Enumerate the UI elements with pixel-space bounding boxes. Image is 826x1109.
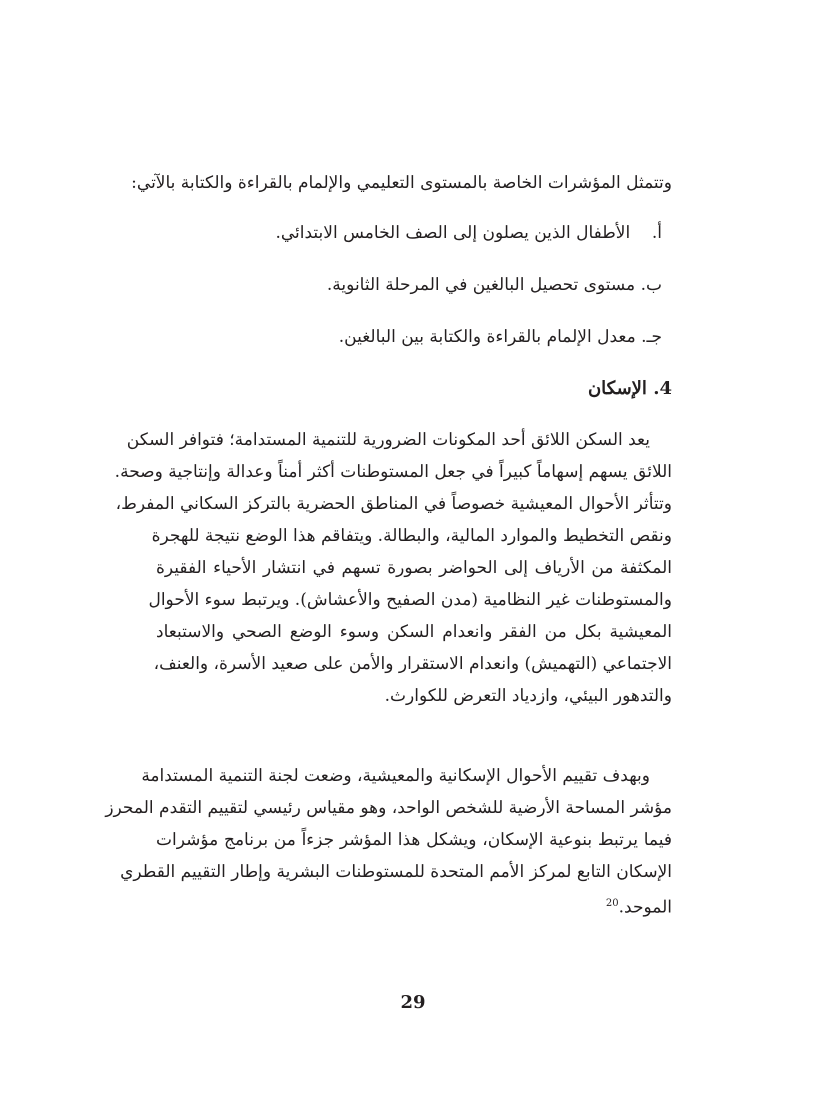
list-marker: ب.: [640, 275, 662, 295]
list-text: معدل الإلمام بالقراءة والكتابة بين البالغين.: [338, 327, 636, 347]
text-line: الاجتماعي (التهميش) وانعدام الاستقرار والأمن على صعيد الأسرة، والعنف،: [153, 654, 672, 674]
text-line: والمستوطنات غير النظامية (مدن الصفيح والأعشاش). ويرتبط سوء الأحوال: [148, 590, 672, 610]
text-line: مؤشر المساحة الأرضية للشخص الواحد، وهو مقياس رئيسي لتقييم التقدم المحرز: [105, 798, 672, 818]
text-line: ونقص التخطيط والموارد المالية، والبطالة. ويتفاقم هذا الوضع نتيجة للهجرة: [151, 526, 672, 546]
text-line: [156, 888, 672, 920]
list-marker: أ.: [651, 223, 662, 243]
last-line-text: الموحد.: [618, 897, 672, 918]
text-line: وبهدف تقييم الأحوال الإسكانية والمعيشية، وضعت لجنة التنمية المستدامة: [141, 766, 650, 786]
paragraph-housing: [114, 424, 672, 712]
text-line: المكثفة من الأرياف إلى الحواضر بصورة تسهم في انتشار الأحياء الفقيرة: [156, 558, 672, 578]
list-item: [339, 322, 662, 352]
list-text: الأطفال الذين يصلون إلى الصف الخامس الابتدائي.: [275, 223, 631, 243]
section-heading: 4. الإسكان: [587, 378, 672, 399]
text-line: الإسكان التابع لمركز الأمم المتحدة للمستوطنات البشرية وإطار التقييم القطري: [120, 862, 672, 882]
text-line: وتتأثر الأحوال المعيشية خصوصاً في المناطق الحضرية بالتركز السكاني المفرط،: [115, 494, 672, 514]
list-text: مستوى تحصيل البالغين في المرحلة الثانوية.: [326, 275, 636, 295]
list-item: [327, 270, 662, 300]
list-item: [275, 218, 662, 248]
list-marker: جـ.: [641, 327, 662, 347]
paragraph-indicator: [105, 760, 672, 920]
text-line: المعيشية بكل من الفقر وانعدام السكن وسوء الوضع الصحي والاستبعاد: [156, 622, 672, 642]
footnote-reference: 20: [605, 898, 619, 909]
text-line: والتدهور البيئي، وازدياد التعرض للكوارث.: [384, 686, 672, 706]
page-number: 29: [400, 992, 426, 1013]
text-line: اللائق يسهم إسهاماً كبيراً في جعل المستوطنات أكثر أمناً وعدالة وإنتاجية وصحة.: [114, 462, 672, 482]
text-line: يعد السكن اللائق أحد المكونات الضرورية للتنمية المستدامة؛ فتوافر السكن: [126, 430, 650, 450]
text-line: فيما يرتبط بنوعية الإسكان، ويشكل هذا المؤشر جزءاً من برنامج مؤشرات: [156, 830, 672, 850]
intro-sentence: وتتمثل المؤشرات الخاصة بالمستوى التعليمي والإلمام بالقراءة والكتابة بالآتي:: [131, 173, 672, 193]
